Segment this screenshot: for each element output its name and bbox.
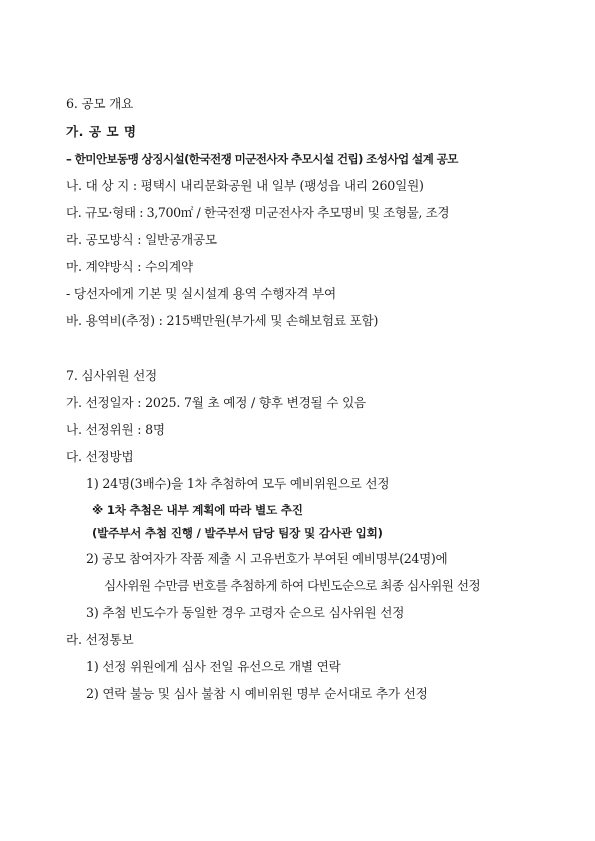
selection-date-line: 가. 선정일자 : 2025. 7월 초 예정 / 향후 변경될 수 있음 [66, 395, 367, 410]
section-7-heading: 7. 심사위원 선정 [66, 368, 158, 383]
section-6-heading: 6. 공모 개요 [66, 96, 134, 111]
selection-method-2b: 심사위원 수만큼 번호를 추첨하게 하여 다빈도순으로 최종 심사위원 선정 [104, 578, 481, 593]
selection-method-title: 다. 선정방법 [66, 449, 134, 464]
scale-form-line: 다. 규모·형태 : 3,700㎡ / 한국전쟁 미군전사자 추모명비 및 조형물, 조경 [66, 205, 450, 220]
selection-method-1: 1) 24명(3배수)을 1차 추첨하여 모두 예비위원으로 선정 [86, 476, 390, 491]
site-line: 나. 대 상 지 : 평택시 내리문화공원 내 일부 (팽성읍 내리 260일원) [66, 178, 424, 193]
notification-2: 2) 연락 불능 및 심사 불참 시 예비위원 명부 순서대로 추가 선정 [86, 686, 428, 701]
selection-method-2a: 2) 공모 참여자가 작품 제출 시 고유번호가 부여된 예비명부(24명)에 [86, 551, 448, 566]
notification-1: 1) 선정 위원에게 심사 전일 유선으로 개별 연락 [86, 659, 341, 674]
note-line-1: ※ 1차 추첨은 내부 계획에 따라 별도 추진 [92, 503, 303, 517]
contest-name-title: 가. 공 모 명 [66, 124, 137, 139]
service-fee-line: 바. 용역비(추정) : 215백만원(부가세 및 손해보험료 포함) [66, 313, 379, 328]
contract-method-line: 마. 계약방식 : 수의계약 [66, 259, 193, 274]
note-line-2: (발주부서 추첨 진행 / 발주부서 담당 팀장 및 감사관 입회) [92, 526, 383, 540]
contest-method-line: 라. 공모방식 : 일반공개공모 [66, 232, 217, 247]
notification-title: 라. 선정통보 [66, 632, 134, 647]
contest-name-value: – 한미안보동맹 상징시설(한국전쟁 미군전사자 추모시설 건립) 조성사업 설계 공모 [66, 152, 458, 166]
selection-method-3: 3) 추첨 빈도수가 동일한 경우 고령자 순으로 심사위원 선정 [86, 605, 405, 620]
contract-method-sub: - 당선자에게 기본 및 실시설계 용역 수행자격 부여 [66, 286, 336, 301]
selection-members-line: 나. 선정위원 : 8명 [66, 422, 165, 437]
